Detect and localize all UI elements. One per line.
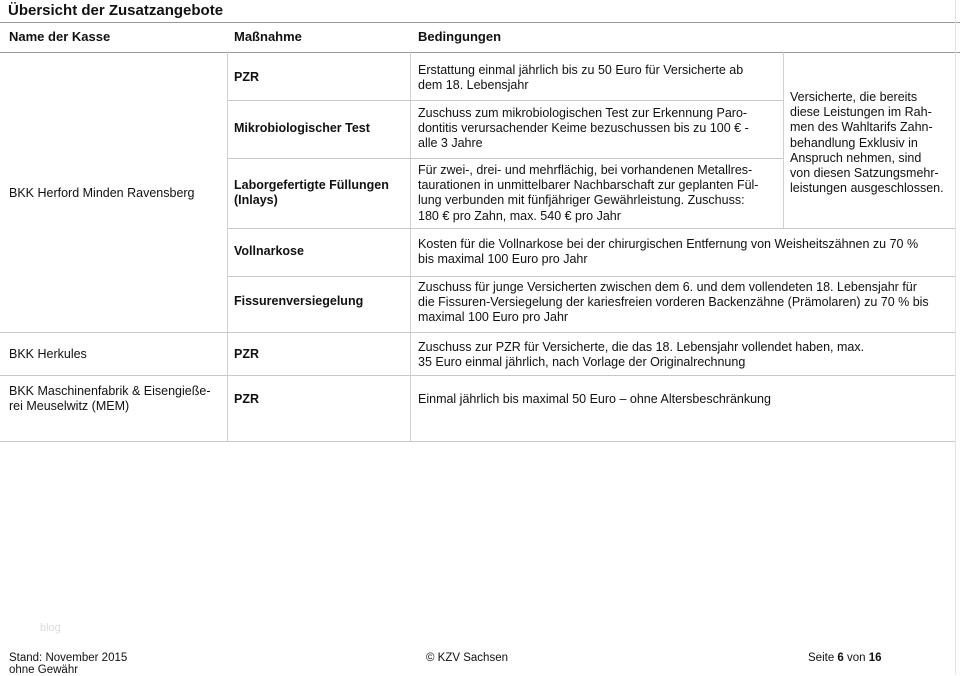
footer-copyright: © KZV Sachsen — [426, 652, 508, 664]
bedingung-pzr: Erstattung einmal jährlich bis zu 50 Euro für Versicherte ab dem 18. Lebensjahr — [418, 63, 744, 93]
note-wahltarif: Versicherte, die bereits diese Leistungen im Rah- men des Wahltarifs Zahn- behandlung Exklusiv in Anspruch nehmen, sind von diesen Satzungsmehr- leistungen ausgeschlossen. — [790, 90, 944, 196]
column-divider-3 — [783, 52, 784, 228]
page-title: Übersicht der Zusatzangebote — [8, 2, 224, 19]
header-bedingungen: Bedingungen — [418, 29, 502, 44]
bedingung-vollnarkose: Kosten für die Vollnarkose bei der chirurgischen Entfernung von Weisheitszähnen zu 70 % bis maximal 100 Euro pro Jahr — [418, 237, 919, 267]
massnahme-fissurenversiegelung: Fissurenversiegelung — [234, 294, 364, 308]
row-divider — [228, 158, 783, 159]
footer-stand: Stand: November 2015 ohne Gewähr — [9, 652, 128, 676]
row-divider — [0, 375, 955, 376]
column-divider-2 — [410, 52, 411, 442]
bedingung-herkules: Zuschuss zur PZR für Versicherte, die das 18. Lebensjahr vollendet haben, max. 35 Euro einmal jährlich, nach Vorlage der Originalrechnung — [418, 340, 865, 370]
watermark-text: blog — [40, 622, 61, 634]
bedingung-mikrobiologischer-test: Zuschuss zum mikrobiologischen Test zur Erkennung Paro- dontitis verursachender Keime bezuschussen bis zu 100 € - alle 3 Jahre — [418, 106, 749, 151]
row-divider — [228, 228, 955, 229]
bedingung-inlays: Für zwei-, drei- und mehrflächig, bei vorhandenen Metallres- taurationen in unmittelbarer Nachbarschaft zur geplanten Fül- lung verbunden mit fünfjähriger Gewährleistung. Zuschuss: 180 € pro Zahn, max. 540 € pro Jahr — [418, 163, 759, 223]
massnahme-vollnarkose: Vollnarkose — [234, 244, 304, 258]
rule-under-title — [0, 22, 960, 23]
bedingung-mem: Einmal jährlich bis maximal 50 Euro – ohne Altersbeschränkung — [418, 392, 771, 406]
header-kasse: Name der Kasse — [9, 29, 111, 44]
massnahme-pzr: PZR — [234, 70, 259, 84]
footer-page-number: Seite 6 von 16 — [808, 652, 882, 664]
row-divider — [228, 100, 783, 101]
kasse-herford: BKK Herford Minden Ravensberg — [9, 186, 195, 200]
header-massnahme: Maßnahme — [234, 29, 302, 44]
kasse-mem: BKK Maschinenfabrik & Eisengieße- rei Meuselwitz (MEM) — [9, 384, 211, 414]
massnahme-inlays: Laborgefertigte Füllungen (Inlays) — [234, 178, 389, 208]
massnahme-mem-pzr: PZR — [234, 392, 259, 406]
kasse-herkules: BKK Herkules — [9, 347, 87, 361]
massnahme-mikrobiologischer-test: Mikrobiologischer Test — [234, 121, 370, 135]
massnahme-herkules-pzr: PZR — [234, 347, 259, 361]
row-divider — [0, 441, 955, 442]
rule-under-header — [0, 52, 960, 53]
row-divider — [228, 276, 955, 277]
row-divider — [0, 332, 955, 333]
page-edge-right — [955, 0, 956, 674]
column-divider-1 — [227, 52, 228, 442]
bedingung-fissurenversiegelung: Zuschuss für junge Versicherten zwischen dem 6. und dem vollendeten 18. Lebensjahr für die Fissuren-Versiegelung der kariesfreien vorderen Backenzähne (Prämolaren) zu 70 % bis maximal 100 Euro pro Jahr — [418, 280, 929, 325]
